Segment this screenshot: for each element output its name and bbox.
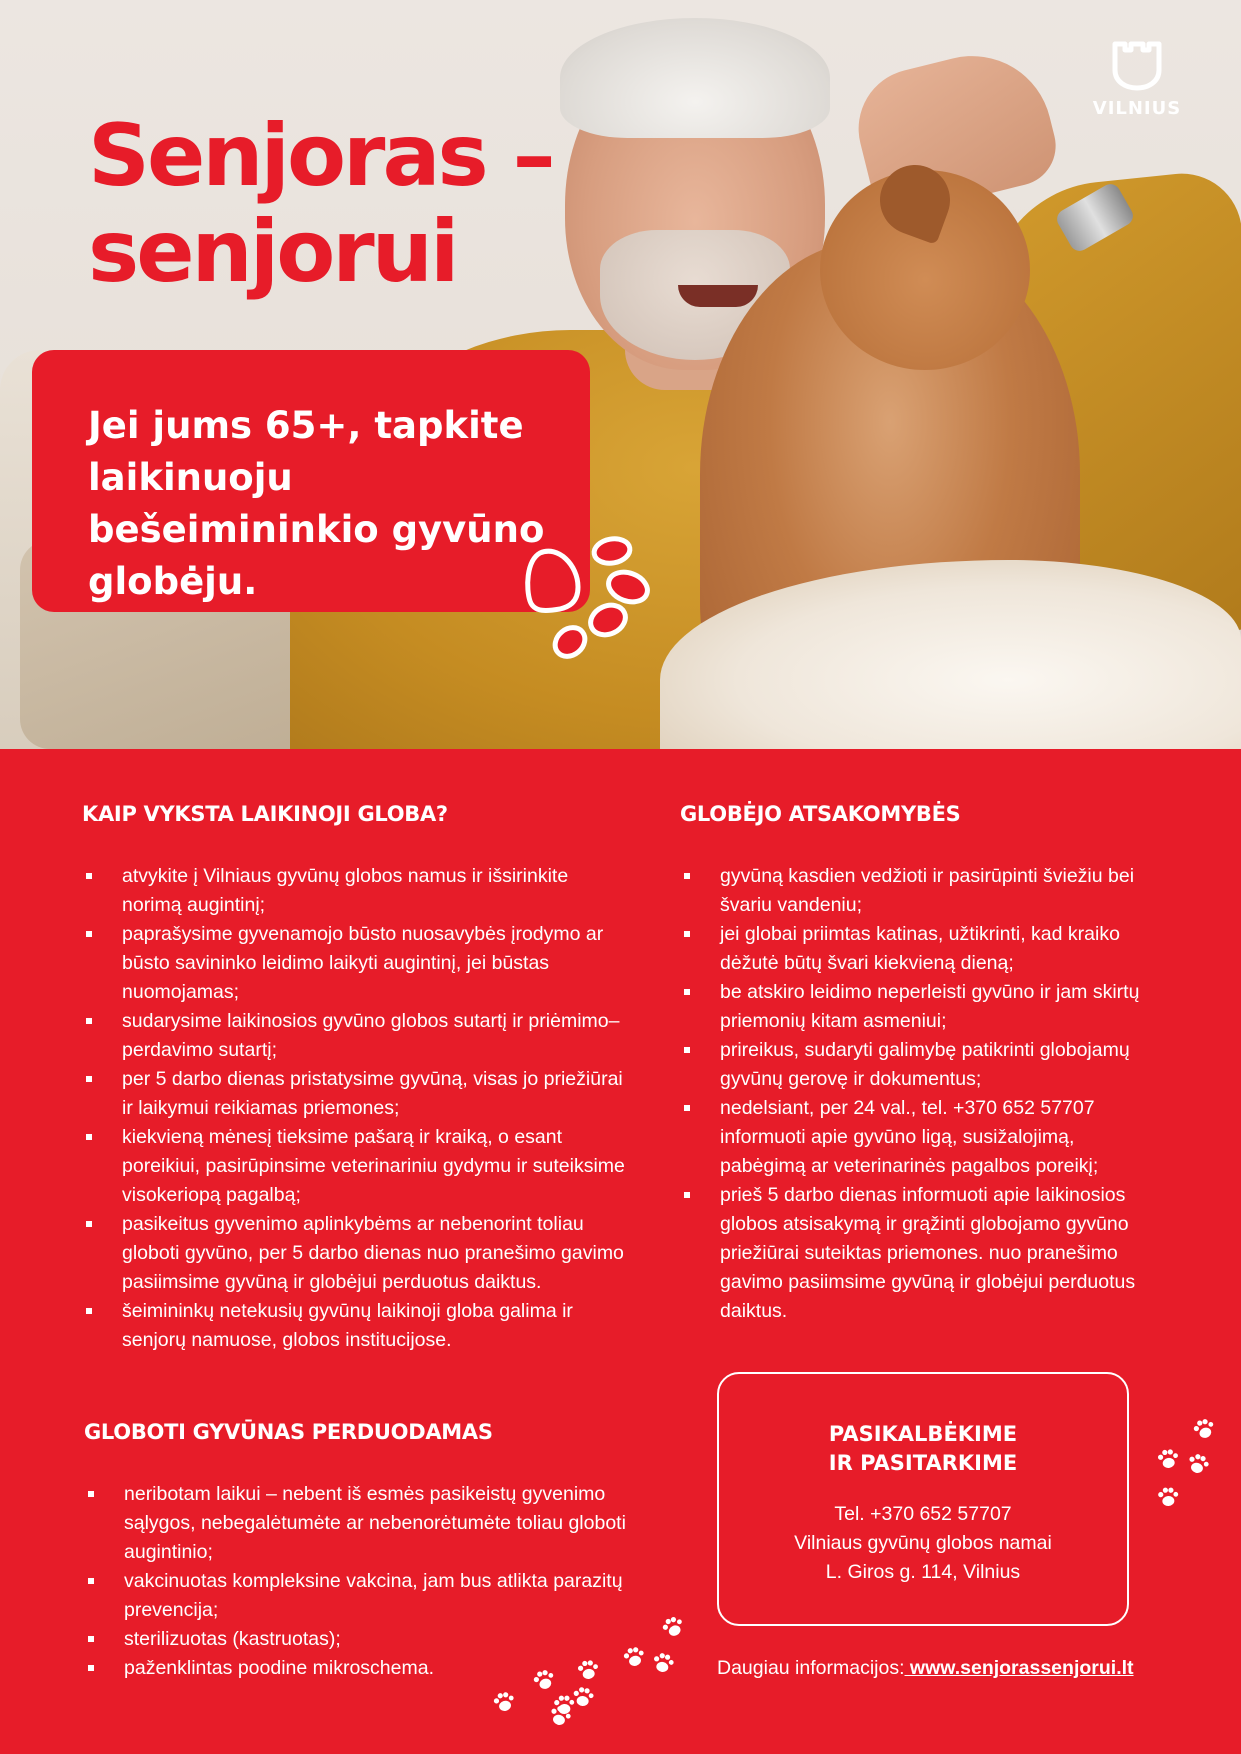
paw-icon	[1155, 1484, 1181, 1510]
contact-phone[interactable]: Tel. +370 652 57707	[834, 1503, 1012, 1525]
contact-organization: Vilniaus gyvūnų globos namai	[794, 1532, 1052, 1554]
list-item-text: per 5 darbo dienas pristatysime gyvūną, visas jo priežiūrai ir laikymui reikiamas priemones;	[122, 1068, 623, 1119]
duties-list	[680, 862, 1160, 1326]
list-item	[82, 920, 627, 1007]
animal-section	[84, 1418, 629, 1683]
list-item	[680, 862, 1160, 920]
bullet-icon	[86, 1076, 92, 1082]
list-item	[82, 1297, 627, 1355]
paw-icon	[545, 1701, 574, 1730]
bullet-icon	[684, 931, 690, 937]
list-item-text: nedelsiant, per 24 val., tel. +370 652 57707 informuoti apie gyvūno ligą, susižalojimą, pabėgimą ar veterinarinės pagalbos poreikį;	[720, 1097, 1099, 1177]
contact-box	[717, 1372, 1129, 1626]
list-item	[84, 1625, 629, 1654]
bullet-icon	[86, 1221, 92, 1227]
bullet-icon	[684, 1105, 690, 1111]
paw-icon	[649, 1649, 677, 1677]
list-item	[84, 1567, 629, 1625]
list-item-text: sudarysime laikinosios gyvūno globos sutartį ir priėmimo–perdavimo sutartį;	[122, 1010, 620, 1061]
list-item-text: neribotam laikui – nebent iš esmės pasikeistų gyvenimo sąlygos, nebegalėtumėte ar nebenorėtumėte toliau globoti augintinio;	[124, 1483, 626, 1563]
subtitle-text: Jei jums 65+, tapkite laikinuoju bešeimininkio gyvūno globėju.	[88, 404, 545, 603]
more-info	[717, 1654, 1134, 1682]
subtitle-box	[32, 350, 590, 612]
list-item-text: paprašysime gyvenamojo būsto nuosavybės įrodymo ar būsto savininko leidimo laikyti augintinį, jei būstas nuomojamas;	[122, 923, 604, 1003]
bullet-icon	[88, 1491, 94, 1497]
contact-title-line-2: IR PASITARKIME	[828, 1451, 1018, 1475]
paw-icon	[1183, 1449, 1212, 1478]
contact-details	[719, 1500, 1127, 1587]
list-item	[82, 1065, 627, 1123]
bullet-icon	[684, 989, 690, 995]
list-item	[680, 920, 1160, 978]
vilnius-logo	[1082, 40, 1192, 119]
bullet-icon	[86, 1134, 92, 1140]
contact-address: L. Giros g. 114, Vilnius	[825, 1561, 1021, 1583]
list-item	[680, 1036, 1160, 1094]
paw-icon	[1189, 1414, 1220, 1445]
bullet-icon	[86, 1018, 92, 1024]
list-item	[82, 1007, 627, 1065]
bullet-icon	[86, 1308, 92, 1314]
list-item	[84, 1480, 629, 1567]
bullet-icon	[684, 873, 690, 879]
list-item-text: prieš 5 darbo dienas informuoti apie laikinosios globos atsisakymą ir grąžinti globojamo gyvūno priežiūrai suteiktas priemones. nuo pranešimo gavimo pasiimsime gyvūną ir globėjui perduotus daiktus.	[720, 1184, 1136, 1322]
how-heading: KAIP VYKSTA LAIKINOJI GLOBA?	[82, 802, 448, 826]
paw-icon	[520, 535, 650, 665]
website-link[interactable]: www.senjorassenjorui.lt	[904, 1657, 1134, 1679]
paw-icon	[619, 1642, 648, 1671]
list-item	[680, 1094, 1160, 1181]
page-title	[88, 108, 608, 300]
bullet-icon	[88, 1578, 94, 1584]
list-item-text: paženklintas poodine mikroschema.	[124, 1657, 435, 1679]
list-item-text: sterilizuotas (kastruotas);	[124, 1628, 341, 1650]
bullet-icon	[684, 1192, 690, 1198]
bullet-icon	[88, 1636, 94, 1642]
how-section	[82, 800, 627, 1355]
contact-title	[719, 1420, 1127, 1478]
title-line-1: Senjoras –	[88, 106, 553, 206]
duties-heading: GLOBĖJO ATSAKOMYBĖS	[680, 802, 961, 826]
list-item	[680, 1181, 1160, 1326]
list-item-text: šeimininkų netekusių gyvūnų laikinoji globa galima ir senjorų namuose, globos institucijose.	[122, 1300, 573, 1351]
list-item-text: kiekvieną mėnesį tieksime pašarą ir kraiką, o esant poreikiui, pasirūpinsime veterinariniu gydymu ir suteiksime visokeriopą pagalbą;	[122, 1126, 625, 1206]
list-item	[82, 862, 627, 920]
list-item-text: vakcinuotas kompleksine vakcina, jam bus atlikta parazitų prevencija;	[124, 1570, 623, 1621]
more-info-label: Daugiau informacijos:	[717, 1657, 905, 1679]
contact-title-line-1: PASIKALBĖKIME	[828, 1422, 1018, 1446]
list-item	[82, 1123, 627, 1210]
bullet-icon	[88, 1665, 94, 1671]
how-list	[82, 862, 627, 1355]
animal-list	[84, 1480, 629, 1683]
bullet-icon	[684, 1047, 690, 1053]
list-item-text: atvykite į Vilniaus gyvūnų globos namus ir išsirinkite norimą augintinį;	[122, 865, 569, 916]
list-item-text: pasikeitus gyvenimo aplinkybėms ar nebenorint toliau globoti gyvūno, per 5 darbo dienas nuo pranešimo gavimo pasiimsime gyvūną ir globėjui perduotus daiktus.	[122, 1213, 624, 1293]
list-item-text: be atskiro leidimo neperleisti gyvūno ir jam skirtų priemonių kitam asmeniui;	[720, 981, 1140, 1032]
bullet-icon	[86, 873, 92, 879]
paw-icon	[489, 1687, 518, 1716]
title-line-2: senjorui	[88, 202, 457, 302]
list-item-text: prireikus, sudaryti galimybę patikrinti globojamų gyvūnų gerovę ir dokumentus;	[720, 1039, 1130, 1090]
man-smile-shape	[678, 285, 758, 307]
list-item	[680, 978, 1160, 1036]
vilnius-castle-icon	[1110, 40, 1164, 92]
paw-icon	[657, 1611, 689, 1643]
list-item	[82, 1210, 627, 1297]
duties-section	[680, 800, 1160, 1326]
animal-heading: GLOBOTI GYVŪNAS PERDUODAMAS	[84, 1420, 493, 1444]
paw-icon	[574, 1656, 602, 1684]
list-item-text: jei globai priimtas katinas, užtikrinti, kad kraiko dėžutė būtų švari kiekvieną dieną;	[720, 923, 1120, 974]
bullet-icon	[86, 931, 92, 937]
logo-text: VILNIUS	[1092, 98, 1182, 119]
list-item-text: gyvūną kasdien vedžioti ir pasirūpinti šviežiu bei švariu vandeniu;	[720, 865, 1135, 916]
paw-icon	[1154, 1445, 1182, 1473]
